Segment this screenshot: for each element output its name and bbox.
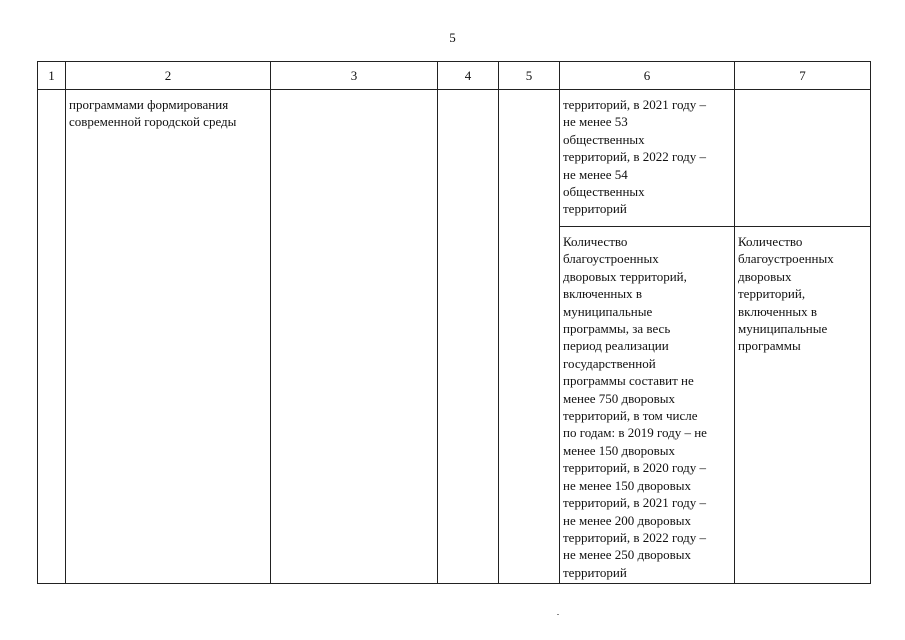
page-number: 5 [449,30,456,45]
header-cell-1: 1 [38,62,66,90]
header-cell-3: 3 [271,62,438,90]
program-text: программами формирования современной городской среды [69,97,237,130]
scan-speck [557,614,559,615]
header-cell-4: 4 [438,62,499,90]
row-cell-col3 [271,90,438,584]
row-cell-col2 [66,90,271,584]
row-cell-col6 [560,90,735,227]
row-cell-col5 [499,90,560,584]
header-cell-5: 5 [499,62,560,90]
row-cell-col7 [735,227,871,584]
header-cell-6: 6 [560,62,735,90]
row-cell-col4 [438,90,499,584]
row-cell-col6 [560,227,735,584]
header-cell-7: 7 [735,62,871,90]
header-cell-2: 2 [66,62,271,90]
table-row [38,90,871,227]
public-territories-text: территорий, в 2021 году – не менее 53 общественных территорий, в 2022 году – не менее 54 общественных территорий [563,97,706,217]
indicators-table [37,61,871,584]
row-cell-col7 [735,90,871,227]
table-header-row [38,62,871,90]
indicator-name-text: Количество благоустроенных дворовых территорий, включенных в муниципальные программы [738,234,834,354]
row-cell-col1 [38,90,66,584]
yard-territories-text: Количество благоустроенных дворовых территорий, включенных в муниципальные программы, за весь период реализации государственной программы составит не менее 750 дворовых территорий, в том числе по годам: в 2019 году – не менее 150 дворовых территорий, в 2020 году – не менее 150 дворовых территорий, в 2021 году – не менее 200 дворовых территорий, в 2022 году – не менее 250 дворовых территорий [563,234,707,580]
